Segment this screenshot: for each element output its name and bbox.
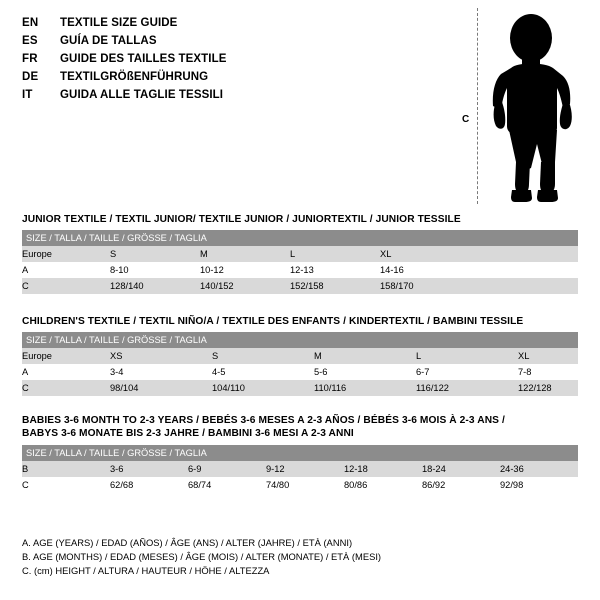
section-title-babies-line1: BABIES 3-6 MONTH TO 2-3 YEARS / BEBÉS 3-6 MESES A 2-3 AÑOS / BÉBÉS 3-6 MOIS À 2-3 ANS / (22, 415, 505, 426)
language-row-es (22, 32, 442, 50)
height-measure-figure (455, 8, 595, 208)
cell-value: 68/74 (188, 477, 266, 493)
cell-value: 3-6 (110, 461, 188, 477)
language-row-fr (22, 50, 442, 68)
cell-value: 9-12 (266, 461, 344, 477)
cell-value: 12-13 (290, 262, 380, 278)
table-row (22, 262, 578, 278)
cell-value: M (200, 246, 290, 262)
table-header-label: SIZE / TALLA / TAILLE / GRÖSSE / TAGLIA (22, 332, 578, 348)
table-row (22, 278, 578, 294)
language-title: TEXTILE SIZE GUIDE (60, 17, 178, 29)
cell-value: 6-9 (188, 461, 266, 477)
cell-value: 8-10 (110, 262, 200, 278)
language-title: GUIDE DES TAILLES TEXTILE (60, 53, 227, 65)
row-label: C (22, 380, 110, 396)
table-header-label: SIZE / TALLA / TAILLE / GRÖSSE / TAGLIA (22, 445, 578, 461)
cell-value: 116/122 (416, 380, 518, 396)
cell-value: 110/116 (314, 380, 416, 396)
table-header-row (22, 230, 578, 246)
cell-value: 10-12 (200, 262, 290, 278)
size-table-junior (22, 230, 578, 294)
table-row (22, 246, 578, 262)
row-label: B (22, 461, 110, 477)
row-label: Europe (22, 246, 110, 262)
language-code: IT (22, 89, 33, 101)
table-row (22, 461, 578, 477)
row-label: A (22, 364, 110, 380)
cell-value: 122/128 (518, 380, 578, 396)
language-code: ES (22, 35, 38, 47)
legend-item-b: B. AGE (MONTHS) / EDAD (MESES) / ÂGE (MOIS) / ALTER (MONATE) / ETÀ (MESI) (22, 551, 382, 562)
language-title: GUÍA DE TALLAS (60, 35, 157, 47)
legend-item-c: C. (cm) HEIGHT / ALTURA / HAUTEUR / HÖHE / ALTEZZA (22, 565, 270, 576)
section-title-babies (22, 414, 578, 440)
row-label: Europe (22, 348, 110, 364)
cell-value: 6-7 (416, 364, 518, 380)
language-code: EN (22, 17, 39, 29)
cell-value: 104/110 (212, 380, 314, 396)
section-babies (22, 414, 578, 493)
row-label: A (22, 262, 110, 278)
row-label: C (22, 278, 110, 294)
cell-value: 3-4 (110, 364, 212, 380)
section-title-babies-line2: BABYS 3-6 MONATE BIS 2-3 JAHRE / BAMBINI 3-6 MESI A 2-3 ANNI (22, 428, 354, 439)
legend (22, 536, 578, 578)
table-row (22, 477, 578, 493)
language-title: TEXTILGRÖßENFÜHRUNG (60, 71, 209, 83)
cell-value: 158/170 (380, 278, 470, 294)
cell-value: 5-6 (314, 364, 416, 380)
cell-value: 128/140 (110, 278, 200, 294)
cell-value: 14-16 (380, 262, 470, 278)
cell-value: XL (518, 348, 578, 364)
cell-value: 24-36 (500, 461, 578, 477)
cell-empty (470, 246, 578, 262)
cell-value: 4-5 (212, 364, 314, 380)
table-row (22, 380, 578, 396)
table-row (22, 348, 578, 364)
table-header-row (22, 332, 578, 348)
legend-item-a: A. AGE (YEARS) / EDAD (AÑOS) / ÂGE (ANS) / ALTER (JAHRE) / ETÀ (ANNI) (22, 537, 353, 548)
child-silhouette-icon (483, 12, 593, 202)
section-title-junior: JUNIOR TEXTILE / TEXTIL JUNIOR/ TEXTILE JUNIOR / JUNIORTEXTIL / JUNIOR TESSILE (22, 214, 461, 225)
row-label: C (22, 477, 110, 493)
cell-value: S (212, 348, 314, 364)
cell-value: 92/98 (500, 477, 578, 493)
language-row-en (22, 14, 442, 32)
cell-value: 74/80 (266, 477, 344, 493)
table-header-row (22, 445, 578, 461)
cell-value: 7-8 (518, 364, 578, 380)
cell-empty (470, 278, 578, 294)
cell-value: 12-18 (344, 461, 422, 477)
measure-label-c: C (462, 114, 470, 125)
measure-dashed-line (477, 8, 478, 204)
cell-value: XS (110, 348, 212, 364)
language-header (22, 14, 442, 104)
cell-value: 98/104 (110, 380, 212, 396)
section-junior (22, 214, 578, 294)
cell-empty (470, 262, 578, 278)
cell-value: 140/152 (200, 278, 290, 294)
cell-value: 152/158 (290, 278, 380, 294)
cell-value: 18-24 (422, 461, 500, 477)
cell-value: XL (380, 246, 470, 262)
cell-value: 86/92 (422, 477, 500, 493)
language-code: DE (22, 71, 39, 83)
size-table-babies (22, 445, 578, 493)
table-header-label: SIZE / TALLA / TAILLE / GRÖSSE / TAGLIA (22, 230, 578, 246)
cell-value: L (416, 348, 518, 364)
table-row (22, 364, 578, 380)
section-children (22, 316, 578, 396)
section-title-children: CHILDREN'S TEXTILE / TEXTIL NIÑO/A / TEXTILE DES ENFANTS / KINDERTEXTIL / BAMBINI TESSILE (22, 316, 524, 327)
cell-value: 62/68 (110, 477, 188, 493)
language-title: GUIDA ALLE TAGLIE TESSILI (60, 89, 224, 101)
language-code: FR (22, 53, 38, 65)
cell-value: S (110, 246, 200, 262)
language-row-it (22, 86, 442, 104)
size-table-children (22, 332, 578, 396)
language-row-de (22, 68, 442, 86)
cell-value: L (290, 246, 380, 262)
cell-value: M (314, 348, 416, 364)
cell-value: 80/86 (344, 477, 422, 493)
